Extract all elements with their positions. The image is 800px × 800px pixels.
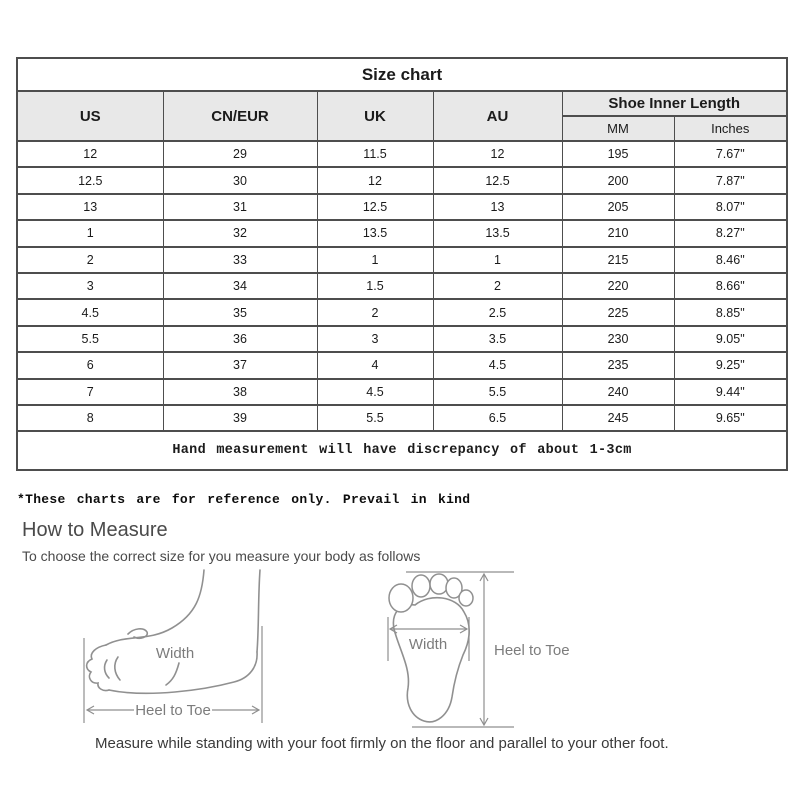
side-view-heel-to-toe-label: Heel to Toe: [135, 702, 211, 719]
table-cell: 3: [17, 273, 163, 299]
table-cell: 195: [562, 141, 674, 167]
sole-view-heel-to-toe-label: Heel to Toe: [494, 642, 570, 659]
table-cell: 13.5: [317, 220, 433, 246]
table-cell: 9.44": [674, 379, 787, 405]
table-cell: 9.65": [674, 405, 787, 431]
table-footer-row: [17, 431, 787, 470]
table-cell: 8.85": [674, 299, 787, 325]
table-cell: 4: [317, 352, 433, 378]
table-cell: 215: [562, 247, 674, 273]
column-header-us: US: [17, 91, 163, 141]
table-cell: 240: [562, 379, 674, 405]
table-row: [17, 194, 787, 220]
table-cell: 12.5: [317, 194, 433, 220]
table-cell: 34: [163, 273, 317, 299]
table-row: [17, 273, 787, 299]
table-cell: 5.5: [317, 405, 433, 431]
middle-toe: [430, 574, 448, 594]
table-cell: 38: [163, 379, 317, 405]
table-cell: 12: [317, 167, 433, 193]
foot-sole-view-diagram: [372, 565, 622, 740]
table-cell: 2: [433, 273, 562, 299]
table-cell: 220: [562, 273, 674, 299]
second-toe: [412, 575, 430, 597]
size-chart-body: [17, 141, 787, 431]
table-row: [17, 326, 787, 352]
table-cell: 11.5: [317, 141, 433, 167]
table-cell: 200: [562, 167, 674, 193]
column-header-shoe-inner-length: Shoe Inner Length: [562, 91, 787, 116]
table-cell: 32: [163, 220, 317, 246]
table-cell: 9.25": [674, 352, 787, 378]
table-cell: 2: [17, 247, 163, 273]
column-header-mm: MM: [562, 116, 674, 141]
size-chart-table: [16, 57, 788, 471]
table-cell: 31: [163, 194, 317, 220]
foot-side-front-leg-line: [106, 570, 204, 645]
table-cell: 12: [17, 141, 163, 167]
table-title-row: [17, 58, 787, 91]
column-header-inches: Inches: [674, 116, 787, 141]
table-cell: 6.5: [433, 405, 562, 431]
foot-sole-outline: [393, 598, 469, 722]
table-cell: 210: [562, 220, 674, 246]
table-cell: 37: [163, 352, 317, 378]
table-row: [17, 167, 787, 193]
foot-side-view-diagram: [76, 568, 316, 738]
table-row: [17, 379, 787, 405]
table-cell: 7.67": [674, 141, 787, 167]
table-cell: 1.5: [317, 273, 433, 299]
table-row: [17, 141, 787, 167]
how-to-measure-intro: To choose the correct size for you measure your body as follows: [22, 548, 421, 564]
table-cell: 5.5: [433, 379, 562, 405]
foot-side-back-leg-line: [257, 570, 260, 652]
table-cell: 8: [17, 405, 163, 431]
table-cell: 245: [562, 405, 674, 431]
size-chart-title: Size chart: [17, 58, 787, 91]
measuring-instruction-caption: Measure while standing with your foot firmly on the floor and parallel to your other foot.: [95, 735, 669, 752]
big-toe: [389, 584, 413, 612]
table-row: [17, 299, 787, 325]
table-cell: 12.5: [17, 167, 163, 193]
table-cell: 9.05": [674, 326, 787, 352]
foot-side-knuckle-loop: [128, 629, 147, 638]
table-row: [17, 220, 787, 246]
column-header-au: AU: [433, 91, 562, 141]
column-header-uk: UK: [317, 91, 433, 141]
table-cell: 30: [163, 167, 317, 193]
table-cell: 3: [317, 326, 433, 352]
table-cell: 3.5: [433, 326, 562, 352]
foot-side-toes-line: [87, 645, 109, 691]
table-cell: 2: [317, 299, 433, 325]
table-cell: 7: [17, 379, 163, 405]
table-cell: 8.66": [674, 273, 787, 299]
sole-view-width-label: Width: [408, 636, 448, 653]
foot-side-toe-crease-2: [115, 657, 120, 680]
table-cell: 35: [163, 299, 317, 325]
table-cell: 2.5: [433, 299, 562, 325]
table-cell: 7.87": [674, 167, 787, 193]
table-row: [17, 405, 787, 431]
table-cell: 12.5: [433, 167, 562, 193]
table-cell: 29: [163, 141, 317, 167]
side-view-width-label: Width: [155, 645, 195, 662]
table-cell: 230: [562, 326, 674, 352]
table-row: [17, 247, 787, 273]
table-cell: 13.5: [433, 220, 562, 246]
table-cell: 12: [433, 141, 562, 167]
table-cell: 6: [17, 352, 163, 378]
table-cell: 4.5: [317, 379, 433, 405]
reference-only-note: *These charts are for reference only. Prevail in kind: [17, 492, 471, 507]
table-cell: 1: [317, 247, 433, 273]
table-header-row: [17, 91, 787, 116]
foot-side-toe-crease-1: [105, 660, 109, 678]
table-cell: 33: [163, 247, 317, 273]
measurement-discrepancy-note: Hand measurement will have discrepancy of about 1-3cm: [17, 431, 787, 470]
width-pointer-line: [166, 663, 179, 685]
table-cell: 39: [163, 405, 317, 431]
table-cell: 4.5: [17, 299, 163, 325]
table-cell: 8.07": [674, 194, 787, 220]
table-cell: 8.46": [674, 247, 787, 273]
table-cell: 13: [433, 194, 562, 220]
table-cell: 205: [562, 194, 674, 220]
how-to-measure-heading: How to Measure: [22, 519, 168, 541]
table-cell: 235: [562, 352, 674, 378]
column-header-cn-eur: CN/EUR: [163, 91, 317, 141]
table-cell: 5.5: [17, 326, 163, 352]
table-cell: 4.5: [433, 352, 562, 378]
table-cell: 8.27": [674, 220, 787, 246]
table-cell: 36: [163, 326, 317, 352]
table-cell: 225: [562, 299, 674, 325]
table-cell: 13: [17, 194, 163, 220]
table-row: [17, 352, 787, 378]
table-cell: 1: [17, 220, 163, 246]
little-toe: [459, 590, 473, 606]
table-cell: 1: [433, 247, 562, 273]
